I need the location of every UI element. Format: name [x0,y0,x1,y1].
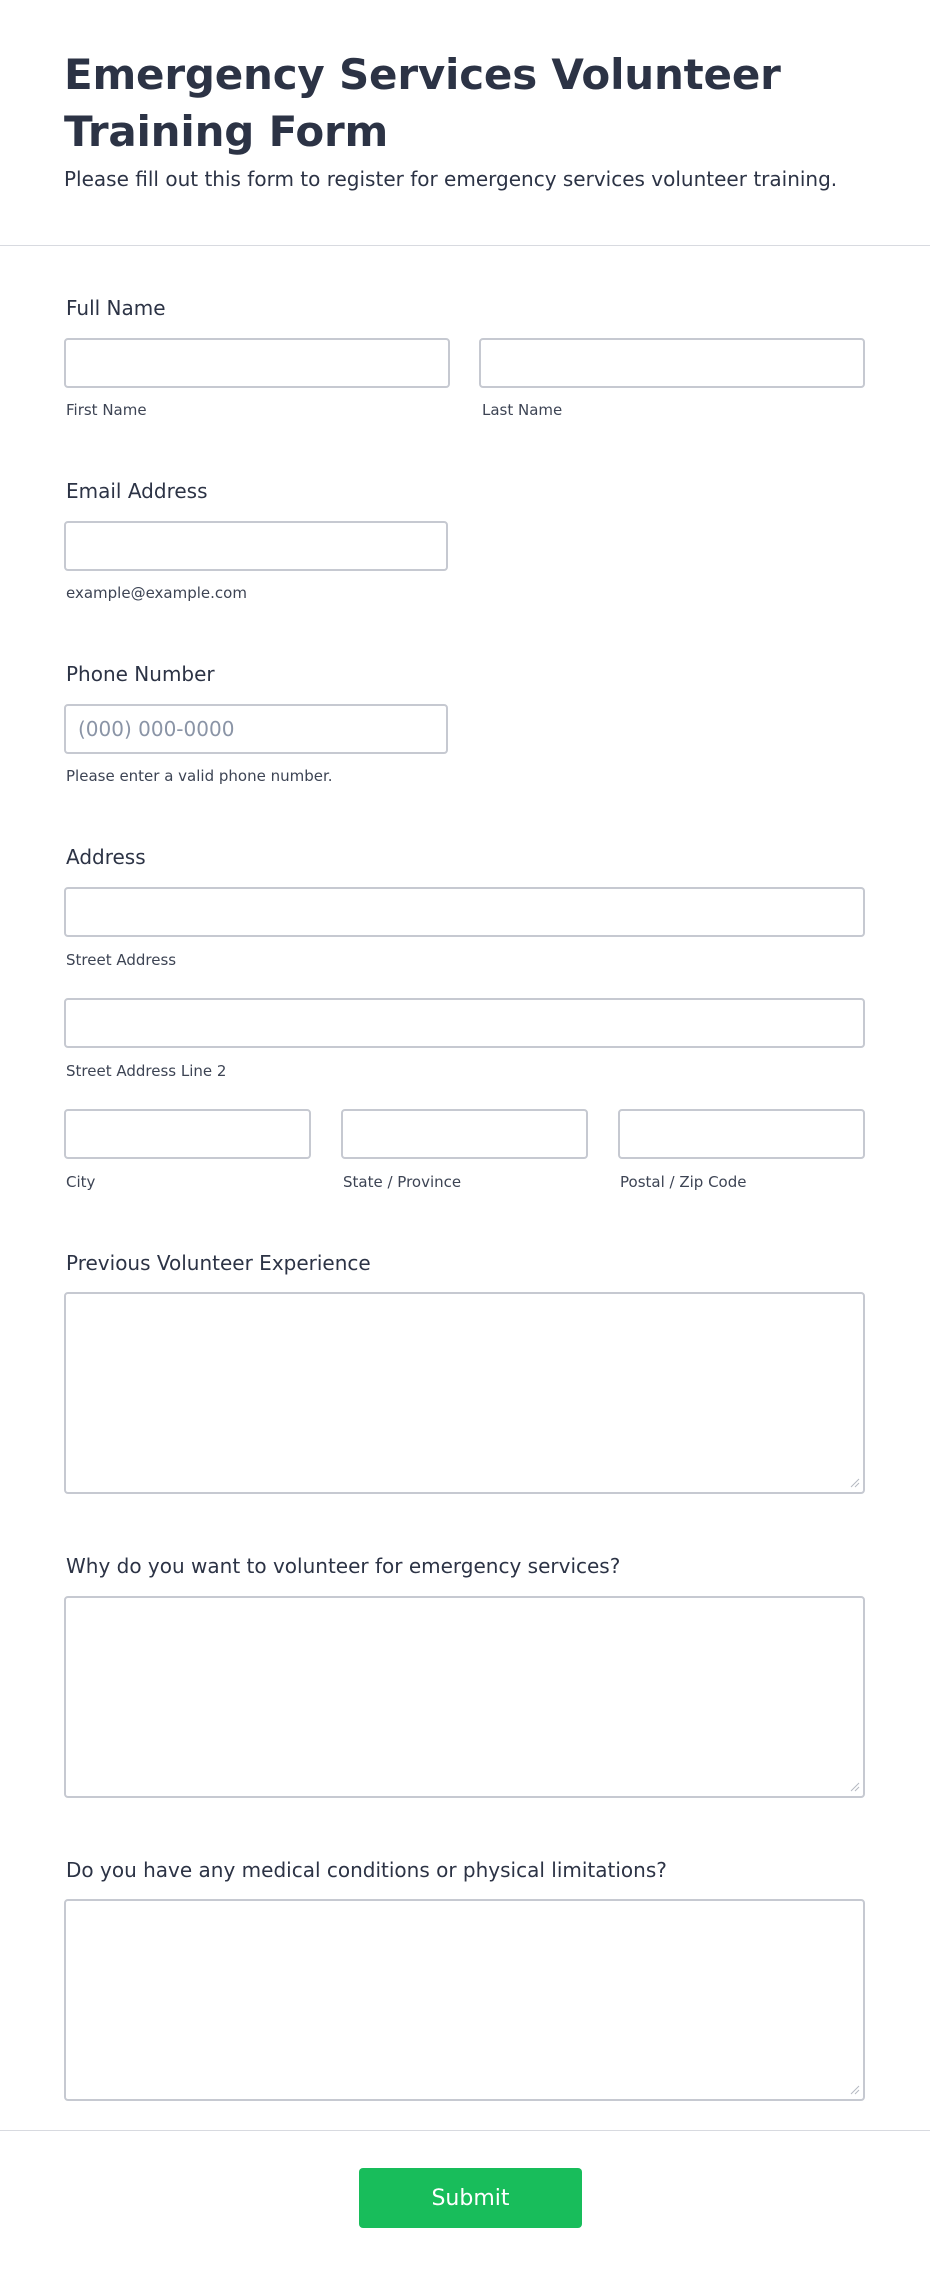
resize-grip-icon[interactable] [850,1478,860,1488]
medical-textarea[interactable] [64,1899,865,2101]
experience-label: Previous Volunteer Experience [66,1251,371,1275]
submit-button[interactable]: Submit [359,2168,582,2228]
phone-sublabel: Please enter a valid phone number. [66,767,333,785]
state-sublabel: State / Province [343,1173,462,1191]
address-label: Address [66,845,146,869]
experience-textarea[interactable] [64,1292,865,1494]
motivation-label: Why do you want to volunteer for emergency services? [66,1554,621,1578]
email-sublabel: example@example.com [66,584,247,602]
last-name-input[interactable] [479,338,865,388]
zip-input[interactable] [618,1109,865,1159]
street-address-line2-sublabel: Street Address Line 2 [66,1062,227,1080]
resize-grip-icon[interactable] [850,1782,860,1792]
phone-input[interactable] [64,704,448,754]
form-title: Emergency Services Volunteer Training Form [64,50,781,156]
city-input[interactable] [64,1109,311,1159]
first-name-input[interactable] [64,338,450,388]
email-label: Email Address [66,479,208,503]
zip-sublabel: Postal / Zip Code [620,1173,747,1191]
state-input[interactable] [341,1109,588,1159]
full-name-label: Full Name [66,296,166,320]
first-name-sublabel: First Name [66,401,147,419]
email-input[interactable] [64,521,448,571]
form-subtitle: Please fill out this form to register for emergency services volunteer training. [64,167,838,191]
street-address-input[interactable] [64,887,865,937]
motivation-textarea[interactable] [64,1596,865,1798]
last-name-sublabel: Last Name [482,401,563,419]
medical-label: Do you have any medical conditions or physical limitations? [66,1858,667,1882]
city-sublabel: City [66,1173,96,1191]
street-address-line2-input[interactable] [64,998,865,1048]
form-header [0,0,930,246]
resize-grip-icon[interactable] [850,2085,860,2095]
street-address-sublabel: Street Address [66,951,177,969]
phone-label: Phone Number [66,662,215,686]
